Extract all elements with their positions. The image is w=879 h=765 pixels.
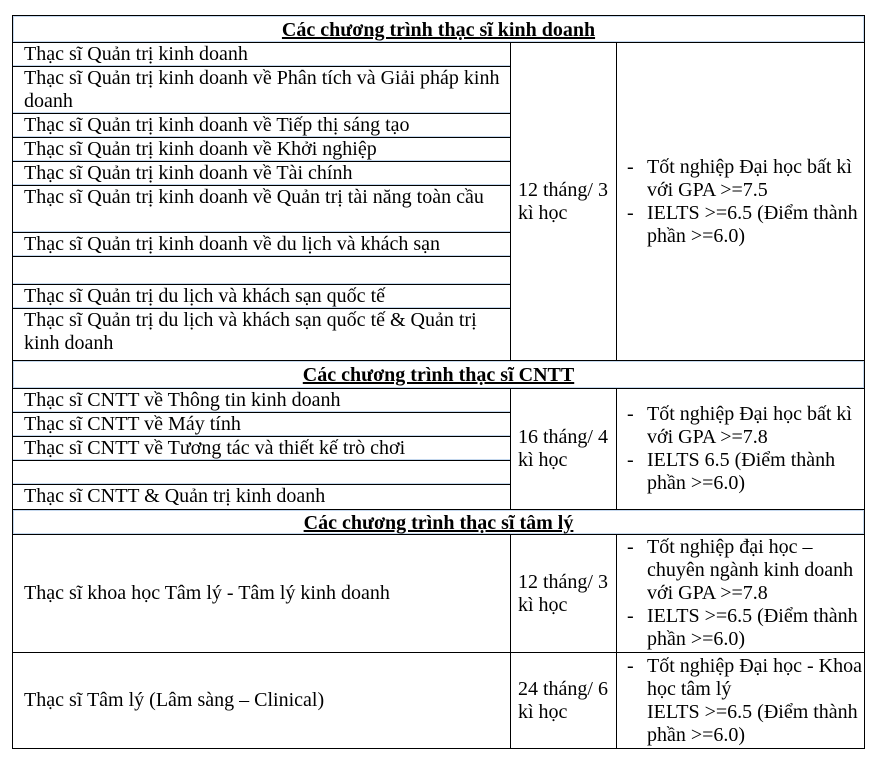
program-list-business <box>13 43 511 360</box>
requirement-item: - Tốt nghiệp Đại học bất kì với GPA >=7.8 <box>627 403 864 449</box>
requirements-business <box>617 43 864 360</box>
program-row: Thạc sĩ CNTT về Thông tin kinh doanh <box>13 389 510 413</box>
requirements-psychology-1 <box>617 535 864 652</box>
program-row: Thạc sĩ Quản trị du lịch và khách sạn quốc tế & Quản trị kinh doanh <box>24 309 477 354</box>
requirements-psychology-2 <box>617 653 864 748</box>
duration-psychology-1: 12 tháng/ 3 kì học <box>511 535 617 652</box>
requirements-it <box>617 389 864 509</box>
program-row: Thạc sĩ CNTT về Tương tác và thiết kế trò chơi <box>13 437 510 461</box>
section-body-business <box>12 43 865 361</box>
requirement-item: - IELTS 6.5 (Điểm thành phần >=6.0) <box>627 449 864 495</box>
psychology-row-1 <box>12 535 865 653</box>
requirement-item: - Tốt nghiệp đại học – chuyên ngành kinh doanh với GPA >=7.8 <box>627 536 864 605</box>
requirement-item: - Tốt nghiệp Đại học - Khoa học tâm lý <box>627 655 864 701</box>
program-row: Thạc sĩ CNTT & Quản trị kinh doanh <box>24 485 326 507</box>
section-body-it <box>12 389 865 510</box>
program-row: Thạc sĩ Quản trị kinh doanh <box>13 43 510 67</box>
section-title-psychology: Các chương trình thạc sĩ tâm lý <box>12 510 865 535</box>
duration-it: 16 tháng/ 4 kì học <box>511 389 617 509</box>
program-row: Thạc sĩ khoa học Tâm lý - Tâm lý kinh doanh <box>13 535 511 652</box>
program-row-empty <box>13 461 510 485</box>
program-row: Thạc sĩ Quản trị kinh doanh về Phân tích và Giải pháp kinh doanh <box>13 67 510 114</box>
duration-business: 12 tháng/ 3 kì học <box>511 43 617 360</box>
program-row: Thạc sĩ Tâm lý (Lâm sàng – Clinical) <box>13 653 511 748</box>
section-title-it: Các chương trình thạc sĩ CNTT <box>12 361 865 389</box>
section-title-business: Các chương trình thạc sĩ kinh doanh <box>12 15 865 43</box>
program-row: Thạc sĩ Quản trị kinh doanh về du lịch và khách sạn <box>13 233 510 257</box>
program-row: Thạc sĩ Quản trị du lịch và khách sạn quốc tế <box>13 285 510 309</box>
requirement-item: - IELTS >=6.5 (Điểm thành phần >=6.0) <box>627 202 864 248</box>
program-row: Thạc sĩ Quản trị kinh doanh về Quản trị tài năng toàn cầu <box>13 186 510 233</box>
requirement-item: - IELTS >=6.5 (Điểm thành phần >=6.0) <box>627 605 864 651</box>
program-row: Thạc sĩ Quản trị kinh doanh về Tài chính <box>13 162 510 186</box>
requirement-item: - Tốt nghiệp Đại học bất kì với GPA >=7.5 <box>627 156 864 202</box>
duration-psychology-2: 24 tháng/ 6 kì học <box>511 653 617 748</box>
program-row-empty <box>13 257 510 285</box>
requirement-item: IELTS >=6.5 (Điểm thành phần >=6.0) <box>647 700 858 746</box>
psychology-row-2 <box>12 653 865 749</box>
program-table <box>12 15 865 749</box>
program-list-it <box>13 389 511 509</box>
program-row: Thạc sĩ CNTT về Máy tính <box>13 413 510 437</box>
program-row: Thạc sĩ Quản trị kinh doanh về Khởi nghiệp <box>13 138 510 162</box>
program-row: Thạc sĩ Quản trị kinh doanh về Tiếp thị sáng tạo <box>13 114 510 138</box>
